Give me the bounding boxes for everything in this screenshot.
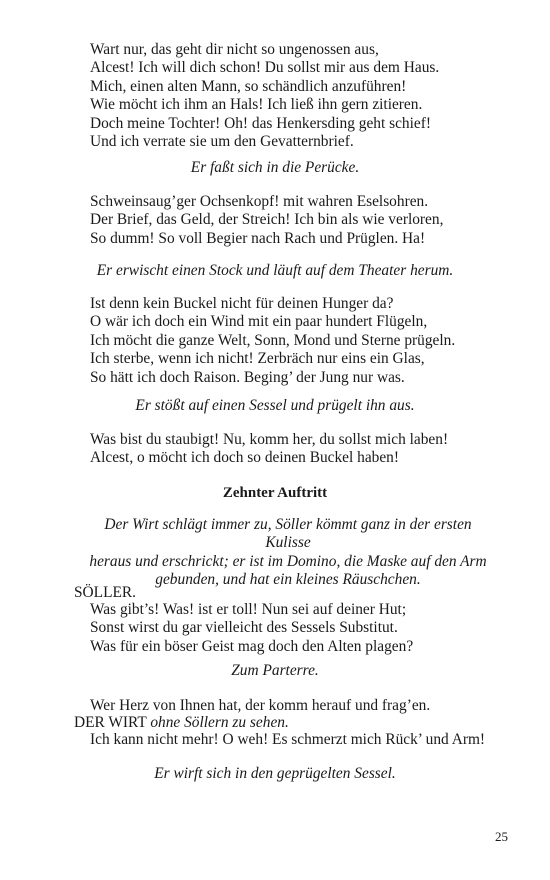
verse-line: Ich kann nicht mehr! O weh! Es schmerzt mich Rück’ und Arm!: [90, 731, 486, 748]
speaker-direction: ohne Söllern zu sehen.: [150, 714, 289, 731]
verse-line: Alcest, o möcht ich doch so deinen Buckel haben!: [90, 449, 400, 467]
verse-block-2: [90, 193, 530, 248]
stage-direction-3: Er stößt auf einen Sessel und prügelt ihn aus.: [135, 397, 415, 414]
verse-line: Mich, einen alten Mann, so schändlich anzuführen!: [90, 77, 407, 95]
verse-line: Was bist du staubigt! Nu, komm her, du sollst mich laben!: [90, 431, 449, 448]
stage-direction-2: Er erwischt einen Stock und läuft auf dem Theater herum.: [96, 262, 454, 279]
verse-line: O wär ich doch ein Wind mit ein paar hundert Flügeln,: [90, 313, 428, 331]
stage-direction-5: Zum Parterre.: [231, 662, 319, 679]
scene-heading: Zehnter Auftritt: [222, 485, 328, 501]
page-number: 25: [495, 829, 508, 844]
stage-line: gebunden, und hat ein kleines Räuschchen.: [155, 571, 421, 589]
verse-line: Alcest! Ich will dich schon! Du sollst mir aus dem Haus.: [90, 59, 440, 77]
verse-line: Wer Herz von Ihnen hat, der komm herauf und frag’en.: [90, 697, 431, 714]
verse-line: Schweinsaug’ger Ochsenkopf! mit wahren Eselsohren.: [90, 193, 429, 210]
verse-line: So dumm! So voll Begier nach Rach und Prüglen. Ha!: [90, 229, 426, 247]
verse-line: Was für ein böser Geist mag doch den Alten plagen?: [90, 637, 414, 655]
verse-line: Doch meine Tochter! Oh! das Henkersding geht schief!: [90, 114, 431, 132]
stage-direction-4: [82, 516, 494, 590]
speaker-name: SÖLLER.: [74, 584, 136, 601]
verse-line: Sonst wirst du gar vielleicht des Sessels Substitut.: [90, 619, 398, 637]
verse-line: Ich sterbe, wenn ich nicht! Zerbräch nur eins ein Glas,: [90, 350, 425, 368]
verse-line: Wart nur, das geht dir nicht so ungenossen aus,: [90, 41, 379, 58]
verse-line: So hätt ich doch Raison. Beging’ der Jung nur was.: [90, 368, 405, 386]
verse-line: Was gibt’s! Was! ist er toll! Nun sei auf deiner Hut;: [90, 601, 407, 618]
verse-line: Ich möcht die ganze Welt, Sonn, Mond und Sterne prügeln.: [90, 331, 456, 349]
speaker-name: DER WIRT: [74, 714, 147, 731]
verse-line: Der Brief, das Geld, der Streich! Ich bin als wie verloren,: [90, 211, 444, 229]
stage-direction-1: Er faßt sich in die Perücke.: [190, 159, 360, 176]
verse-block-5: [90, 601, 530, 656]
stage-line: heraus und erschrickt; er ist im Domino, die Maske auf den Arm: [89, 552, 487, 570]
verse-block-6: [90, 697, 530, 715]
verse-line: Wie möcht ich ihm an Hals! Ich ließ ihn gern zitieren.: [90, 96, 423, 114]
verse-block-7: [90, 731, 530, 749]
speaker-line: [74, 714, 289, 732]
verse-line: Ist denn kein Buckel nicht für deinen Hunger da?: [90, 295, 394, 312]
verse-line: Und ich verrate sie um den Gevatternbrief.: [90, 133, 354, 151]
verse-block-3: [90, 295, 530, 387]
stage-line: Der Wirt schlägt immer zu, Söller kömmt ganz in der ersten Kulisse: [104, 516, 472, 552]
verse-block-4: [90, 431, 530, 468]
verse-block-1: [90, 41, 530, 151]
stage-direction-6: Er wirft sich in den geprügelten Sessel.: [154, 765, 396, 782]
